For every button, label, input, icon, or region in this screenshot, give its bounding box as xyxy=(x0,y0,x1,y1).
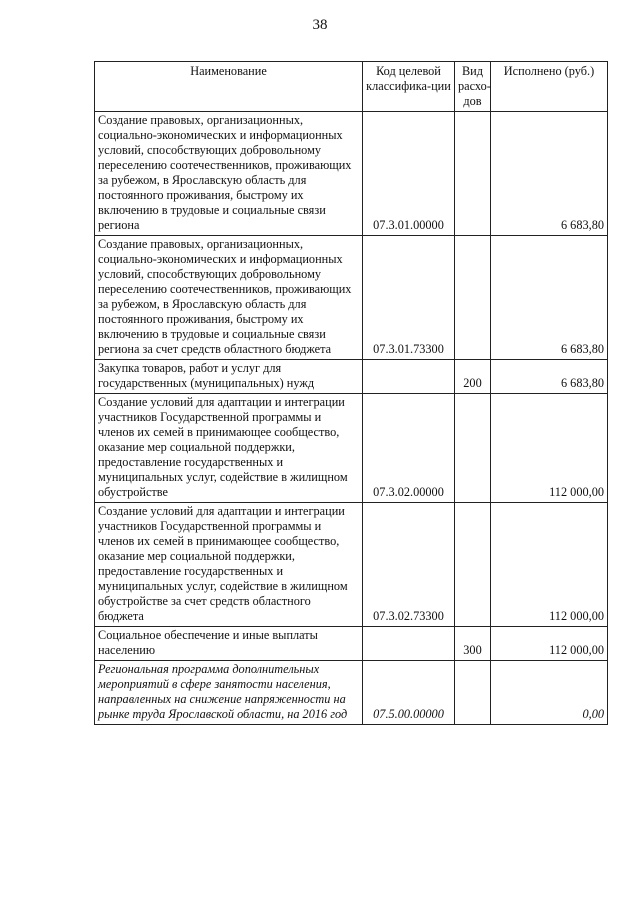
header-type: Вид расхо-дов xyxy=(455,62,491,112)
header-name: Наименование xyxy=(95,62,363,112)
table-row xyxy=(95,627,608,661)
table-header-row xyxy=(95,62,608,112)
table-row xyxy=(95,360,608,394)
row-type xyxy=(455,503,491,627)
row-amount: 112 000,00 xyxy=(491,503,608,627)
row-code: 07.3.01.73300 xyxy=(363,236,455,360)
row-name: Закупка товаров, работ и услуг для государственных (муниципальных) нужд xyxy=(95,360,363,394)
row-code xyxy=(363,627,455,661)
row-code xyxy=(363,360,455,394)
row-type xyxy=(455,112,491,236)
table-row xyxy=(95,236,608,360)
expenditure-table xyxy=(94,61,608,725)
row-code: 07.5.00.00000 xyxy=(363,661,455,725)
table-row xyxy=(95,112,608,236)
row-amount: 112 000,00 xyxy=(491,394,608,503)
row-type: 300 xyxy=(455,627,491,661)
row-name: Создание условий для адаптации и интеграции участников Государственной программы и членов их семей в принимающее сообщество, оказание мер социальной поддержки, предоставление государственных и муниципальных услуг, содействие в жилищном обустройстве xyxy=(95,394,363,503)
header-code: Код целевой классифика-ции xyxy=(363,62,455,112)
row-type: 200 xyxy=(455,360,491,394)
page-number: 38 xyxy=(312,17,328,33)
row-amount: 112 000,00 xyxy=(491,627,608,661)
row-code: 07.3.02.73300 xyxy=(363,503,455,627)
row-name: Создание правовых, организационных, социально-экономических и информационных условий, способствующих добровольному переселению соотечественников, проживающих за рубежом, в Ярославскую область для постоянного проживания, быстрому их включению в трудовые и социальные связи региона за счет средств областного бюджета xyxy=(95,236,363,360)
row-name: Создание правовых, организационных, социально-экономических и информационных условий, способствующих добровольному переселению соотечественников, проживающих за рубежом, в Ярославскую область для постоянного проживания, быстрому их включению в трудовые и социальные связи региона xyxy=(95,112,363,236)
table-row xyxy=(95,503,608,627)
row-amount: 6 683,80 xyxy=(491,236,608,360)
row-name: Социальное обеспечение и иные выплаты населению xyxy=(95,627,363,661)
row-amount: 6 683,80 xyxy=(491,360,608,394)
header-amount: Исполнено (руб.) xyxy=(491,62,608,112)
row-amount: 6 683,80 xyxy=(491,112,608,236)
row-type xyxy=(455,661,491,725)
row-type xyxy=(455,236,491,360)
row-amount: 0,00 xyxy=(491,661,608,725)
row-name: Создание условий для адаптации и интеграции участников Государственной программы и членов их семей в принимающее сообщество, оказание мер социальной поддержки, предоставление государственных и муниципальных услуг, содействие в жилищном обустройстве за счет средств областного бюджета xyxy=(95,503,363,627)
table-row xyxy=(95,394,608,503)
table-row xyxy=(95,661,608,725)
row-code: 07.3.01.00000 xyxy=(363,112,455,236)
row-code: 07.3.02.00000 xyxy=(363,394,455,503)
row-name: Региональная программа дополнительных мероприятий в сфере занятости населения, направленных на снижение напряженности на рынке труда Ярославской области, на 2016 год xyxy=(95,661,363,725)
row-type xyxy=(455,394,491,503)
